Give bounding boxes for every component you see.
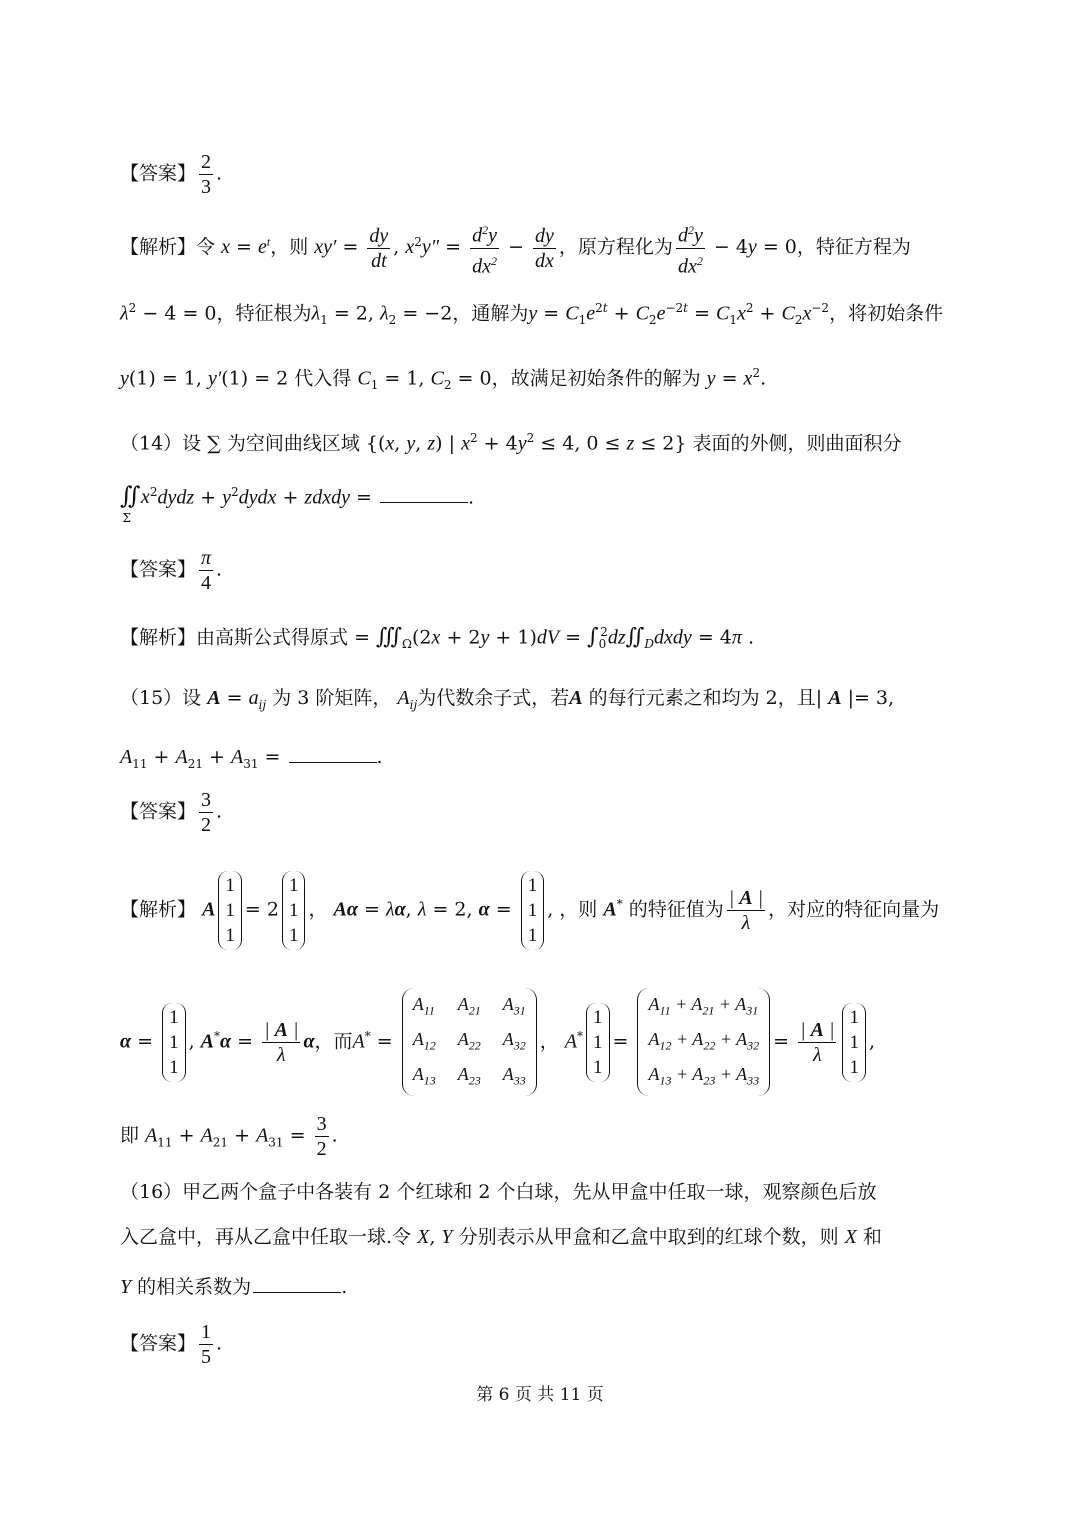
- answer-15: 【答案】 $\frac{3}{2}$ .: [120, 789, 223, 836]
- question-15-line2: $A_{11} + A_{21} + A_{31}$ = .: [120, 746, 383, 771]
- analysis-14: 【解析】由高斯公式得原式 = $∭_\Omega(2x + 2y + 1)dV$ = $\int_0^2dz∬_Ddxdy = 4\pi$ .: [120, 624, 754, 652]
- question-16-line2: 入乙盒中，再从乙盒中任取一球.令 X, Y 分别表示从甲盒和乙盒中取到的红球个数，则 X 和: [120, 1226, 882, 1248]
- answer-blank: [253, 1274, 341, 1293]
- answer-13: 【答案】 $\frac{2}{3}$ .: [120, 151, 223, 198]
- answer-label: 【答案】: [120, 162, 197, 185]
- analysis-15-conclusion: 即 $A_{11} + A_{21} + A_{31}$ = $\frac{3}{2}$ .: [120, 1113, 338, 1160]
- question-14-line2: $∬_\Sigma x^2dydz$ + $y^2dydx$ + zdxdy = .: [120, 481, 475, 526]
- question-14-line1: （14）设 ∑ 为空间曲线区域 {(x, y, z) | $x^2 + 4y^2 \le 4$, 0 ≤ z ≤ 2} 表面的外侧，则曲面积分: [120, 431, 902, 455]
- question-16-line1: （16）甲乙两个盒子中各装有 2 个红球和 2 个白球，先从甲盒中任取一球，观察颜色后放: [120, 1181, 877, 1203]
- page-footer: 第 6 页 共 11 页: [476, 1385, 604, 1405]
- answer-16: 【答案】 $\frac{1}{5}$ .: [120, 1321, 223, 1368]
- answer-15-fraction: $\frac{3}{2}$: [201, 789, 212, 836]
- analysis-13-line1: 【解析】令 $x = e^t$，则 xy′ = $\frac{dy}{dt}$ , $x^2y''$ = $\frac{d^2y}{dx^2}$ − $\frac{dy}{dx}$ ，原方程化为 $\frac{d^2y}{dx^2}$ − 4y = 0，特征方程为: [120, 218, 965, 278]
- analysis-13-line2: $\lambda^2 - 4 = 0$，特征根为$\lambda_1 = 2$, $\lambda_2 = -2$，通解为$y = C_1e^{2t} + C_2e^{-2t} = C_1x^2 + C_2x^{-2}$，将初始条件: [120, 301, 944, 328]
- analysis-13-line3: y(1) = 1, y′(1) = 2 代入得 $C_1 = 1$, $C_2 = 0$，故满足初始条件的解为 $y = x^2$.: [120, 366, 767, 393]
- answer-blank: [289, 744, 377, 763]
- answer-blank: [380, 484, 468, 503]
- analysis-15-line2: α = 1 1 1, A*α = $\frac{| A |}{\lambda}$ α，而A* = $A_{11}$ $A_{21}$ $A_{31}$ $A_{12}$ $A_{22}$ $A_{32}$ $A_{13}$ $A_{23}$ $A_{33}$ ， A*1 1 1= $A_{11} + A_{21} + A_{31}$ $A_{12} + A_{22} + A_{32}$ $A_{13} + A_{23} + A_{33}$ = $\frac{| A |}{\lambda}$ 1 1 1,: [120, 988, 965, 1096]
- question-15-line1: （15）设 $A = a_{ij}$ 为 3 阶矩阵， $A_{ij}$为代数余子式，若A 的每行元素之和均为 2，且| A |= 3,: [120, 687, 895, 712]
- analysis-label: 【解析】: [120, 236, 197, 259]
- answer-14-fraction: $\frac{\pi}{4}$: [201, 547, 212, 594]
- answer-14: 【答案】 $\frac{\pi}{4}$ .: [120, 547, 223, 594]
- analysis-15-line1: 【解析】 A1 1 1= 21 1 1， Aα = λα, λ = 2, α = 1 1 1, ，则 A* 的特征值为 $\frac{| A |}{\lambda}$ ，对应的特征向量为: [120, 856, 965, 957]
- answer-13-fraction: $\frac{2}{3}$: [201, 151, 212, 198]
- answer-16-fraction: $\frac{1}{5}$: [201, 1321, 212, 1368]
- question-16-line3: Y 的相关系数为 .: [120, 1276, 348, 1298]
